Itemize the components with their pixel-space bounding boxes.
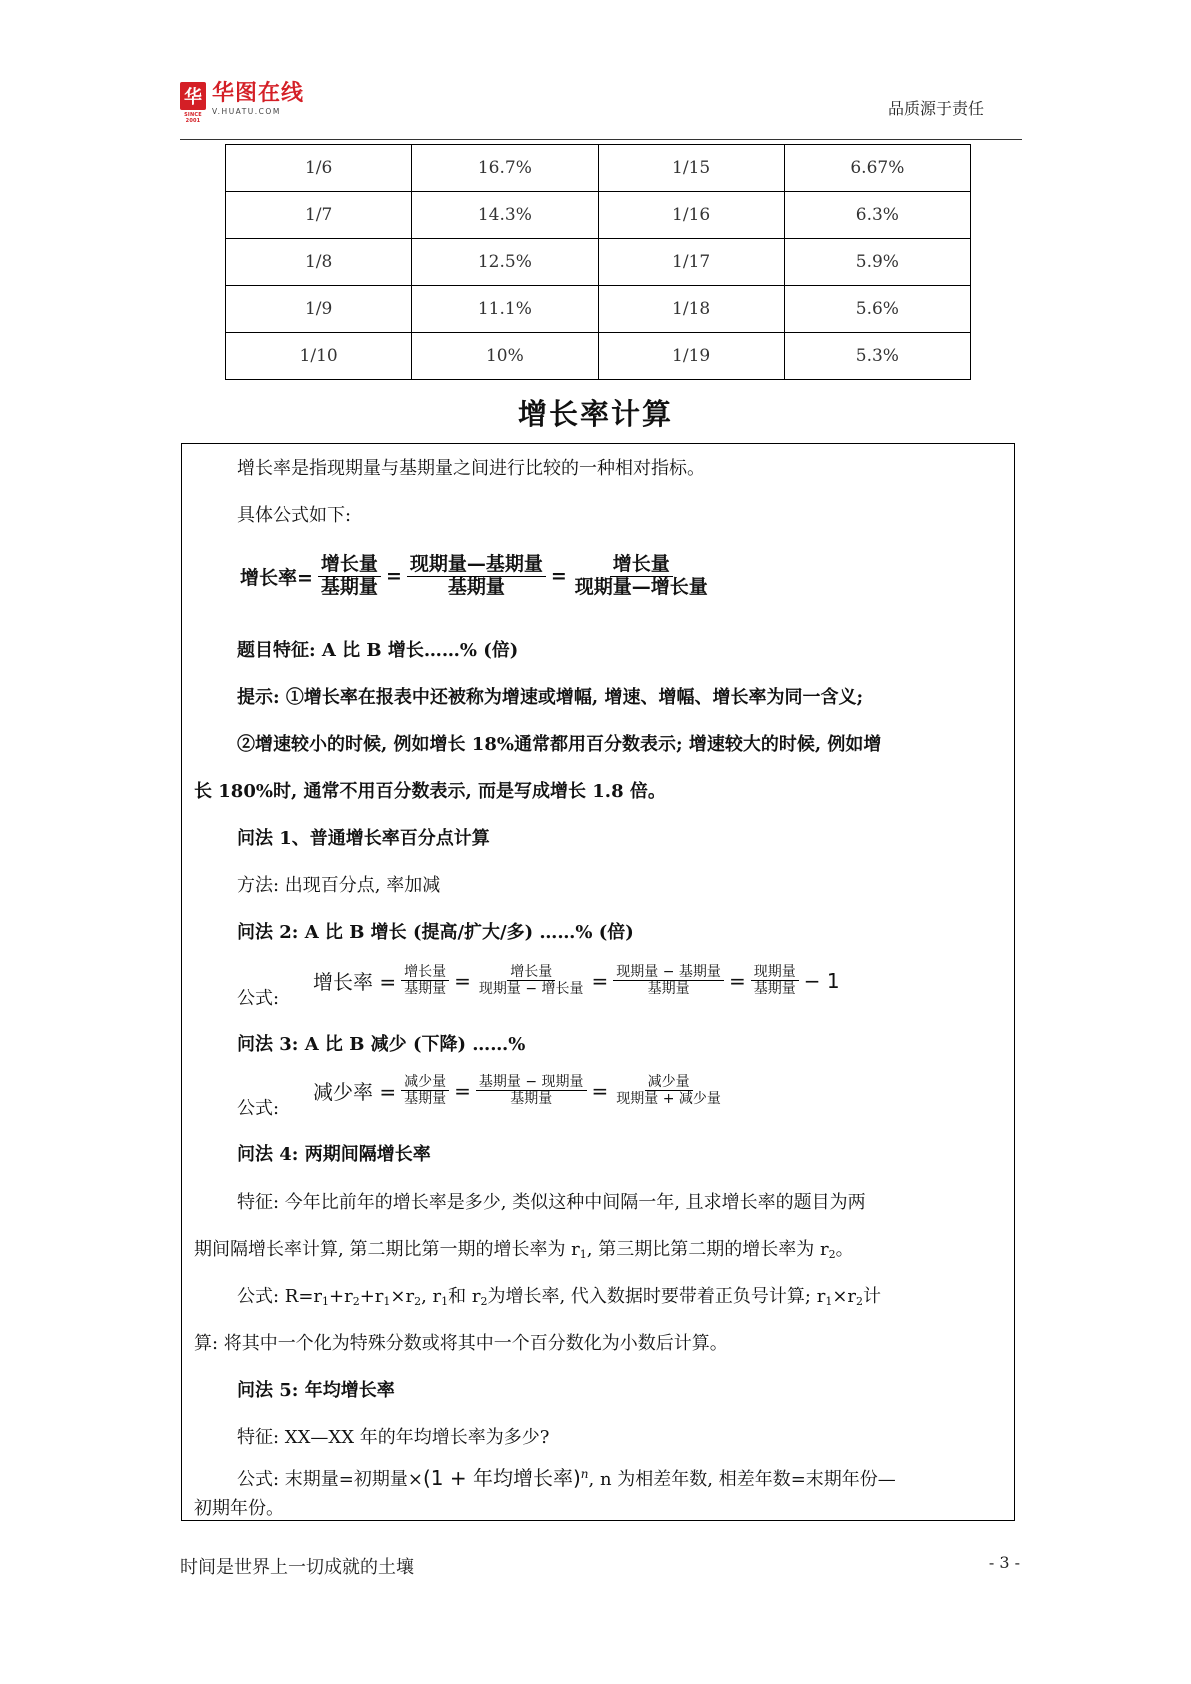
- table-row: [226, 192, 971, 239]
- equals-sign: =: [591, 968, 609, 993]
- denominator: 基期量: [404, 1091, 447, 1108]
- tip-line-1: 提示: ①增长率在报表中还被称为增速或增幅, 增速、增幅、增长率为同一含义;: [237, 687, 864, 708]
- denominator: 现期量 − 增长量: [478, 981, 584, 998]
- logo-since: SINCE 2001: [184, 112, 202, 124]
- q3-formula: [310, 1074, 726, 1107]
- equals-sign: =: [591, 1078, 609, 1103]
- table-cell: 1/9: [226, 286, 412, 333]
- equals-sign: =: [454, 1078, 471, 1103]
- footer-motto: 时间是世界上一切成就的土壤: [180, 1557, 414, 1578]
- table-cell: 6.67%: [784, 145, 970, 192]
- q5-formula-line-1: 公式: 末期量=初期量×(1 + 年均增长率)$^n$, n 为相差年数, 相差年数=末期年份—: [237, 1466, 896, 1490]
- table-cell: 5.9%: [784, 239, 970, 286]
- q4-title: 问法 4: 两期间隔增长率: [237, 1144, 431, 1165]
- q5-title: 问法 5: 年均增长率: [237, 1380, 395, 1401]
- intro-text: 增长率是指现期量与基期量之间进行比较的一种相对指标。: [237, 458, 705, 479]
- denominator: 基期量: [510, 1091, 553, 1108]
- denominator: 基期量: [404, 981, 447, 998]
- table-cell: 11.1%: [412, 286, 598, 333]
- page-header: [180, 82, 1022, 140]
- table-row: [226, 333, 971, 380]
- formula-label: 增长率=: [240, 566, 313, 589]
- fraction: [751, 964, 799, 997]
- table-cell: 1/15: [598, 145, 784, 192]
- denominator: 基期量: [753, 981, 796, 998]
- equals-sign: =: [385, 565, 402, 588]
- formula-intro: 具体公式如下:: [237, 505, 352, 526]
- tip-line-2: ②增速较小的时候, 例如增长 18%通常都用百分数表示; 增速较大的时候, 例如增: [237, 734, 882, 755]
- content-box: [181, 443, 1015, 1521]
- numerator: 减少量: [401, 1074, 449, 1091]
- q3-formula-prefix: 公式:: [237, 1098, 280, 1119]
- table-cell: 12.5%: [412, 239, 598, 286]
- table-cell: 1/19: [598, 333, 784, 380]
- table-cell: 1/7: [226, 192, 412, 239]
- formula-label: 增长率 =: [313, 970, 397, 995]
- table-cell: 5.3%: [784, 333, 970, 380]
- numerator: 基期量 − 现期量: [476, 1074, 587, 1091]
- fraction: [476, 964, 587, 997]
- numerator: 增长量: [318, 554, 381, 577]
- logo-name: 华图在线: [212, 81, 305, 106]
- table-cell: 1/18: [598, 286, 784, 333]
- denominator: 现期量—增长量: [574, 575, 708, 598]
- page-number: - 3 -: [988, 1553, 1020, 1572]
- q2-title: 问法 2: A 比 B 增长 (提高/扩大/多) ……% (倍): [237, 922, 634, 943]
- table-cell: 14.3%: [412, 192, 598, 239]
- q4-formula-line-2: 算: 将其中一个化为特殊分数或将其中一个百分数化为小数后计算。: [194, 1333, 728, 1354]
- minus-one: − 1: [803, 968, 840, 993]
- q3-title: 问法 3: A 比 B 减少 (下降) ……%: [237, 1034, 526, 1055]
- q4-feature-line-2: 期间隔增长率计算, 第二期比第一期的增长率为 $r_1$, 第三期比第二期的增长率为 $r_2$。: [194, 1239, 854, 1261]
- table-cell: 1/8: [226, 239, 412, 286]
- table-row: [226, 239, 971, 286]
- question-feature: 题目特征: A 比 B 增长……% (倍): [237, 640, 519, 661]
- numerator: 现期量 − 基期量: [613, 964, 724, 981]
- q4-feature-line-1: 特征: 今年比前年的增长率是多少, 类似这种中间隔一年, 且求增长率的题目为两: [237, 1192, 866, 1213]
- fraction: [407, 554, 546, 599]
- main-formula: [237, 554, 713, 599]
- equals-sign: =: [728, 968, 746, 993]
- fraction-percent-table: [225, 144, 971, 380]
- table-cell: 1/10: [226, 333, 412, 380]
- fraction: [572, 554, 711, 599]
- q1-title: 问法 1、普通增长率百分点计算: [237, 828, 490, 849]
- q4-formula-line-1: 公式: $R=r_1+r_2+r_1\times r_2$, $r_1$和 $r_2$为增长率, 代入数据时要带着正负号计算; $r_1\times r_2$计: [237, 1286, 882, 1308]
- fraction: [401, 1074, 449, 1107]
- q1-method: 方法: 出现百分点, 率加减: [237, 875, 441, 896]
- fraction: [318, 554, 381, 599]
- table-cell: 5.6%: [784, 286, 970, 333]
- table-cell: 1/6: [226, 145, 412, 192]
- equals-sign: =: [550, 565, 567, 588]
- q2-formula-prefix: 公式:: [237, 988, 280, 1009]
- header-tagline: 品质源于责任: [887, 99, 984, 118]
- numerator: 现期量—基期量: [407, 554, 546, 577]
- table-cell: 6.3%: [784, 192, 970, 239]
- header-divider: [180, 139, 1022, 140]
- denominator: 基期量: [647, 981, 690, 998]
- numerator: 减少量: [645, 1074, 693, 1091]
- denominator: 基期量: [447, 575, 505, 598]
- formula-label: 减少率 =: [313, 1080, 397, 1105]
- q5-feature: 特征: XX—XX 年的年均增长率为多少?: [237, 1427, 550, 1448]
- q5-formula-line-2: 初期年份。: [194, 1498, 284, 1519]
- section-title: 增长率计算: [517, 397, 673, 431]
- logo-url: V.HUATU.COM: [212, 107, 281, 116]
- logo: [180, 82, 304, 122]
- q2-formula: [310, 964, 843, 997]
- table-cell: 1/16: [598, 192, 784, 239]
- fraction: [476, 1074, 587, 1107]
- numerator: 增长量: [507, 964, 555, 981]
- table-cell: 1/17: [598, 239, 784, 286]
- table-row: [226, 145, 971, 192]
- fraction: [613, 1074, 724, 1107]
- tip-line-3: 长 180%时, 通常不用百分数表示, 而是写成增长 1.8 倍。: [194, 781, 666, 802]
- table-row: [226, 286, 971, 333]
- fraction: [613, 964, 724, 997]
- equals-sign: =: [454, 968, 471, 993]
- fraction: [401, 964, 449, 997]
- denominator: 现期量 + 减少量: [616, 1091, 721, 1108]
- numerator: 现期量: [751, 964, 799, 981]
- huatu-logo-icon: 华 SINCE 2001: [180, 82, 206, 110]
- numerator: 增长量: [610, 554, 673, 577]
- denominator: 基期量: [320, 575, 378, 598]
- table-cell: 10%: [412, 333, 598, 380]
- numerator: 增长量: [401, 964, 449, 981]
- table-cell: 16.7%: [412, 145, 598, 192]
